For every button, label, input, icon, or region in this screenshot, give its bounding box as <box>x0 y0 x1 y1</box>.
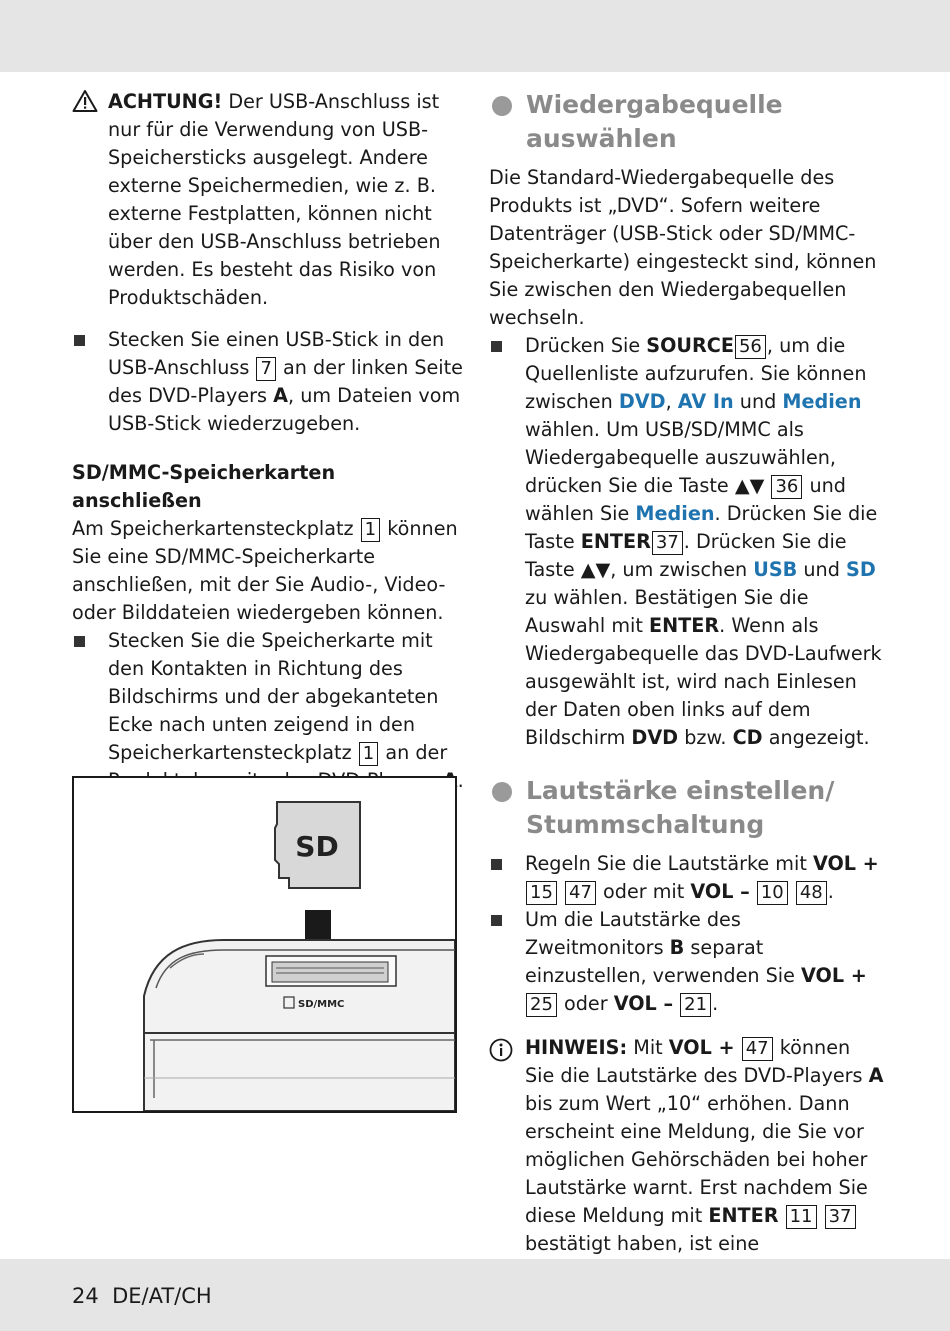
info-icon <box>489 1038 513 1070</box>
source-step <box>489 332 884 752</box>
text: Regeln Sie die Lautstärke mit <box>525 852 813 875</box>
sd-heading: SD/MMC-Speicherkarten anschließen <box>72 461 336 512</box>
usb-step-bold: A <box>273 384 289 407</box>
sd-intro-text-1: Am Speicherkartensteckplatz <box>72 517 360 540</box>
sd-step <box>72 627 467 795</box>
ref-box: 7 <box>256 357 275 381</box>
text: Um die Lautstärke des Zweitmonitors <box>525 908 741 959</box>
source-heading-text: Wiedergabequelle auswählen <box>526 90 783 153</box>
left-column <box>72 88 467 795</box>
page-number: 24 <box>72 1284 99 1308</box>
text: . Drücken Sie die Taste <box>525 502 878 553</box>
ref-box: 47 <box>742 1037 773 1061</box>
option-sd: SD <box>846 558 876 581</box>
text: und wählen Sie <box>525 474 846 525</box>
text: oder <box>557 992 614 1015</box>
vol-plus-label: VOL + <box>801 964 867 987</box>
vol-minus-label: VOL – <box>613 992 674 1015</box>
sd-intro <box>72 515 467 627</box>
slot-label: SD/MMC <box>298 999 345 1010</box>
text: , <box>665 390 678 413</box>
ref-box: 15 <box>526 881 557 905</box>
usb-step-text-2: an der linken Seite des DVD-Players <box>108 356 463 407</box>
bullet-square-icon <box>491 332 519 360</box>
vol-plus-label: VOL + <box>812 852 879 875</box>
region-label: DE/AT/CH <box>112 1284 212 1308</box>
sd-step-text-3: . <box>457 769 464 792</box>
ref-box: 56 <box>735 335 766 359</box>
sd-card-illustration <box>72 776 457 1113</box>
text: , um die Quellenliste aufzurufen. Sie können zwischen <box>525 334 867 413</box>
ref-box: 47 <box>565 881 596 905</box>
volume-step-1 <box>489 850 884 906</box>
dvd-label: DVD <box>631 726 679 749</box>
option-dvd: DVD <box>618 390 666 413</box>
ref-box: 11 <box>786 1205 817 1229</box>
text: bzw. <box>678 726 733 749</box>
player-a-label: A <box>868 1064 884 1087</box>
bullet-square-icon <box>491 906 519 934</box>
text: können Sie die Lautstärke des DVD-Players <box>525 1036 869 1087</box>
sd-intro-text-2: können Sie eine SD/MMC-Speicherkarte anschließen, mit der Sie Audio-, Video- oder Bilddateien wiedergeben können. <box>72 517 458 624</box>
text: oder mit <box>596 880 691 903</box>
warning-icon <box>72 89 98 121</box>
right-column <box>489 88 884 1314</box>
source-heading <box>489 88 836 156</box>
section-dot-icon <box>492 782 512 802</box>
text: angezeigt. <box>762 726 870 749</box>
text: bestätigt haben, ist eine <box>525 1232 760 1255</box>
bullet-square-icon <box>74 627 102 655</box>
vol-minus-label: VOL – <box>690 880 750 903</box>
text: bis zum Wert „10“ erhöhen. Dann erscheint eine Meldung, die Sie vor möglichen Gehörschäden bei hoher Lautstärke warnt. Erst nachdem Sie diese Meldung mit <box>525 1092 868 1227</box>
text: . <box>827 880 834 903</box>
enter-key-label: ENTER <box>708 1204 779 1227</box>
bullet-square-icon <box>74 326 102 354</box>
text: . <box>712 992 719 1015</box>
option-usb: USB <box>753 558 798 581</box>
source-intro: Die Standard-Wiedergabequelle des Produkts ist „DVD“. Sofern weitere Datenträger (USB-Stick oder SD/MMC-Speicherkarte) eingesteckt sind, können Sie zwischen den Wiedergabequellen wechseln. <box>489 166 877 329</box>
volume-step-2 <box>489 906 884 1018</box>
monitor-b-label: B <box>669 936 685 959</box>
text: und <box>733 390 783 413</box>
ref-box: 10 <box>757 881 788 905</box>
text: zu wählen. Bestätigen Sie die Auswahl mit <box>525 586 809 637</box>
sd-card-icon <box>275 802 360 888</box>
text: wählen. Um USB/SD/MMC als Wiedergabequelle auszuwählen, drücken Sie die Taste ▲▼ <box>525 418 837 497</box>
ref-box: 21 <box>680 993 711 1017</box>
sd-step-text-1: Stecken Sie die Speicherkarte mit den Kontakten in Richtung des Bildschirms und der abgekanteten Ecke nach unten zeigend in den Speicherkartensteckplatz <box>108 629 439 764</box>
section-dot-icon <box>492 96 512 116</box>
usb-step-text-1: Stecken Sie einen USB-Stick in den USB-Anschluss <box>108 328 445 379</box>
ref-box: 37 <box>825 1205 856 1229</box>
device-body <box>144 940 455 1111</box>
warning-label: ACHTUNG! <box>108 90 223 113</box>
page-footer <box>72 1282 212 1310</box>
text: . Drücken Sie die Taste ▲▼, um zwischen <box>525 530 847 581</box>
option-medien: Medien <box>782 390 862 413</box>
ref-box: 37 <box>652 531 683 555</box>
ref-box: 25 <box>526 993 557 1017</box>
text: Drücken Sie <box>525 334 647 357</box>
text: . Wenn als Wiedergabequelle das DVD-Laufwerk ausgewählt ist, wird nach Einlesen der Daten oben links auf dem Bildschirm <box>525 614 882 749</box>
hint-label: HINWEIS: <box>525 1036 628 1059</box>
volume-heading-text: Lautstärke einstellen/ Stummschaltung <box>526 776 835 839</box>
text: Mit <box>627 1036 669 1059</box>
cd-label: CD <box>732 726 763 749</box>
usb-step <box>72 326 467 438</box>
option-medien: Medien <box>635 502 715 525</box>
warning-block <box>72 88 467 312</box>
ref-box: 36 <box>771 475 802 499</box>
text: und <box>797 558 846 581</box>
volume-heading <box>489 774 846 842</box>
enter-key-label: ENTER <box>648 614 720 637</box>
source-key-label: SOURCE <box>646 334 734 357</box>
sd-card-label: SD <box>295 830 339 863</box>
option-av-in: AV In <box>677 390 734 413</box>
ref-box: 48 <box>796 881 827 905</box>
bullet-square-icon <box>491 850 519 878</box>
text: separat einzustellen, verwenden Sie <box>525 936 802 987</box>
sd-step-text-2: an der <box>385 741 448 764</box>
enter-key-label: ENTER <box>580 530 651 553</box>
ref-box: 1 <box>359 742 378 766</box>
warning-text: Der USB-Anschluss ist nur für die Verwendung von USB-Speichersticks ausgelegt. Andere externe Speichermedien, wie z. B. externe Festplatten, können nicht über den USB-Anschluss betrieben werden. Es besteht das Risiko von Produktschäden. <box>108 90 441 309</box>
ref-box: 1 <box>361 518 380 542</box>
usb-step-text-3: , um Dateien vom USB-Stick wiederzugeben. <box>108 384 461 435</box>
vol-plus-label: VOL + <box>668 1036 735 1059</box>
header-band <box>0 0 950 72</box>
